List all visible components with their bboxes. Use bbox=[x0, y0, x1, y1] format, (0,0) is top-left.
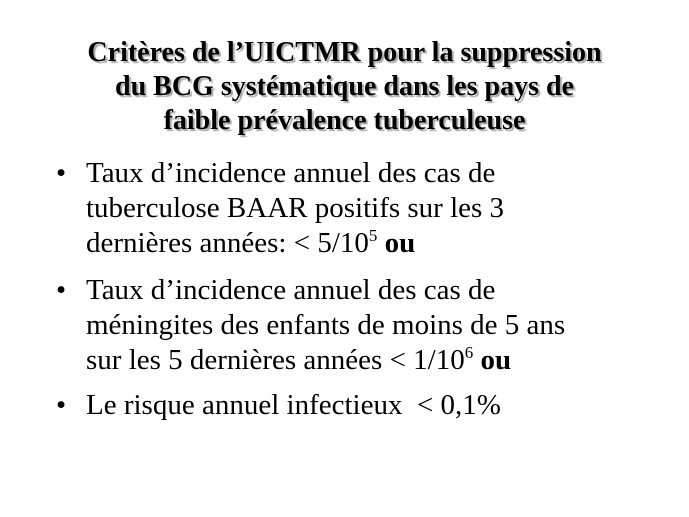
bullet-item-infection-risk bbox=[56, 388, 676, 423]
bullet-icon: • bbox=[56, 274, 67, 306]
slide-title bbox=[20, 36, 669, 138]
bullet-text: sur les 5 dernières années < 1/10 bbox=[86, 344, 465, 376]
bullet-text-line: Le risque annuel infectieux < 0,1% bbox=[86, 389, 501, 421]
bullet-text-line: tuberculose BAAR positifs sur les 3 bbox=[86, 192, 505, 224]
bold-connector: ou bbox=[480, 344, 512, 376]
title-line: faible prévalence tuberculeuse bbox=[163, 105, 526, 136]
exponent: 6 bbox=[464, 343, 474, 362]
bullet-list bbox=[56, 156, 676, 435]
bullet-text-line: Taux d’incidence annuel des cas de bbox=[86, 274, 496, 306]
bullet-icon: • bbox=[56, 389, 67, 421]
title-line: du BCG systématique dans les pays de bbox=[115, 71, 574, 102]
bullet-text-line: méningites des enfants de moins de 5 ans bbox=[86, 309, 566, 341]
title-line: Critères de l’UICTMR pour la suppression bbox=[87, 37, 602, 68]
bullet-item-meningitis-incidence bbox=[56, 273, 676, 378]
bullet-icon: • bbox=[56, 157, 67, 189]
exponent: 5 bbox=[368, 226, 378, 245]
bullet-text: dernières années: < 5/10 bbox=[86, 227, 369, 259]
bold-connector: ou bbox=[384, 227, 416, 259]
bullet-text-line: Taux d’incidence annuel des cas de bbox=[86, 157, 496, 189]
bullet-text-line bbox=[86, 343, 676, 378]
bullet-item-tuberculosis-incidence bbox=[56, 156, 676, 261]
bullet-text-line bbox=[86, 226, 676, 261]
